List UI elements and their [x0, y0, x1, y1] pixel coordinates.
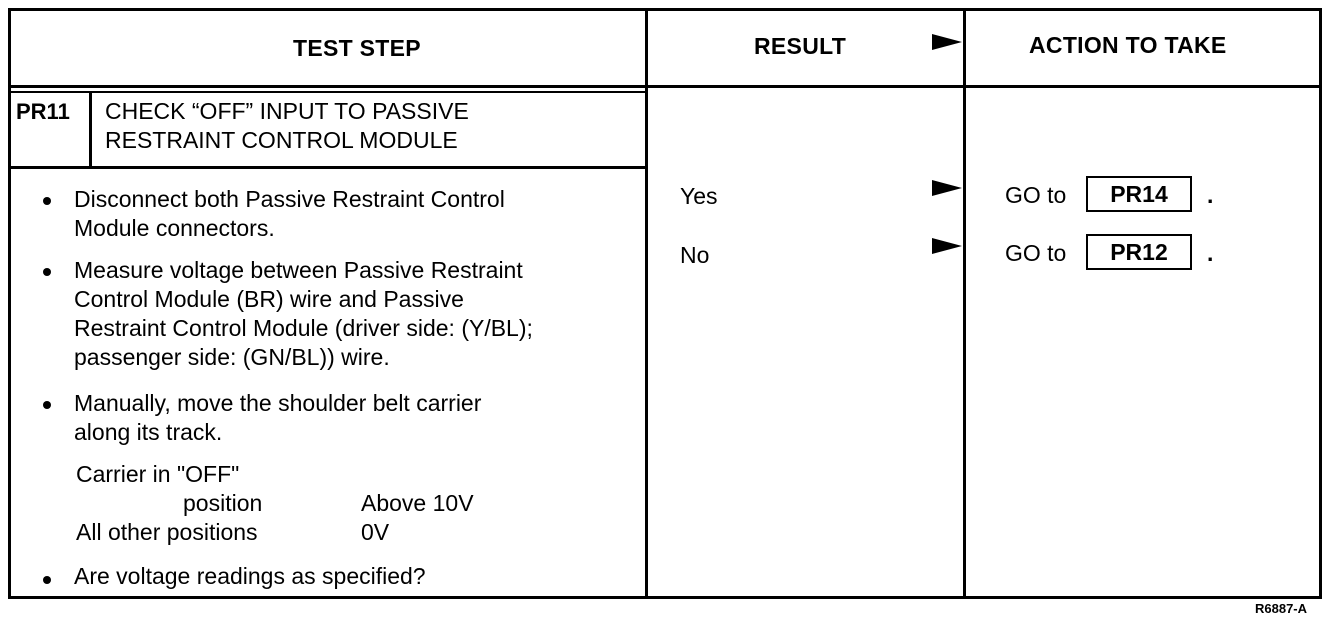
spec-row1-value: Above 10V [361, 490, 474, 516]
step-title-line1: CHECK “OFF” INPUT TO PASSIVE [105, 98, 469, 124]
bullet-icon [43, 197, 51, 205]
result-yes-label: Yes [680, 183, 718, 209]
action-no-target-box[interactable] [1086, 234, 1192, 270]
instruction-1-line1: Disconnect both Passive Restraint Control [74, 186, 505, 212]
step-id-divider [89, 91, 92, 169]
result-yes-arrow-icon [932, 180, 962, 196]
action-yes-go-text: GO to [1005, 182, 1067, 208]
table-border-right [1319, 8, 1322, 599]
instruction-3-line2: along its track. [74, 419, 223, 445]
step-id: PR11 [16, 99, 70, 124]
bullet-icon [43, 401, 51, 409]
instruction-2-line4: passenger side: (GN/BL)) wire. [74, 344, 390, 370]
action-no-trail: . [1207, 240, 1214, 266]
question-text: Are voltage readings as specified? [74, 563, 426, 589]
result-no-arrow-icon [932, 238, 962, 254]
action-no-go-text: GO to [1005, 240, 1067, 266]
table-border-left [8, 8, 11, 599]
column-divider-2 [963, 8, 966, 599]
header-arrow-icon [932, 34, 962, 50]
action-no-target: PR12 [1110, 238, 1168, 265]
header-divider-secondary [8, 91, 648, 93]
instruction-2-line2: Control Module (BR) wire and Passive [74, 286, 464, 312]
header-divider [8, 85, 1322, 88]
header-test-step: TEST STEP [293, 35, 421, 61]
bullet-icon [43, 576, 51, 584]
column-divider-1 [645, 8, 648, 599]
table-border-top [8, 8, 1322, 11]
header-result: RESULT [754, 33, 847, 59]
bullet-icon [43, 268, 51, 276]
spec-row1-label-b: position [183, 490, 263, 516]
header-action: ACTION TO TAKE [1029, 32, 1227, 58]
spec-row1-label-a: Carrier in "OFF" [76, 461, 240, 487]
instruction-3-line1: Manually, move the shoulder belt carrier [74, 390, 482, 416]
instruction-2-line3: Restraint Control Module (driver side: (Y/BL); [74, 315, 533, 341]
table-border-bottom [8, 596, 1322, 599]
figure-reference: R6887-A [1255, 601, 1308, 616]
action-yes-target: PR14 [1110, 180, 1168, 207]
spec-row2-label: All other positions [76, 519, 258, 545]
step-title-divider [8, 166, 648, 169]
action-yes-trail: . [1207, 182, 1214, 208]
action-yes-target-box[interactable] [1086, 176, 1192, 212]
instruction-2-line1: Measure voltage between Passive Restraint [74, 257, 523, 283]
result-no-label: No [680, 242, 710, 268]
spec-row2-value: 0V [361, 519, 390, 545]
instruction-1-line2: Module connectors. [74, 215, 275, 241]
step-title-line2: RESTRAINT CONTROL MODULE [105, 127, 458, 153]
